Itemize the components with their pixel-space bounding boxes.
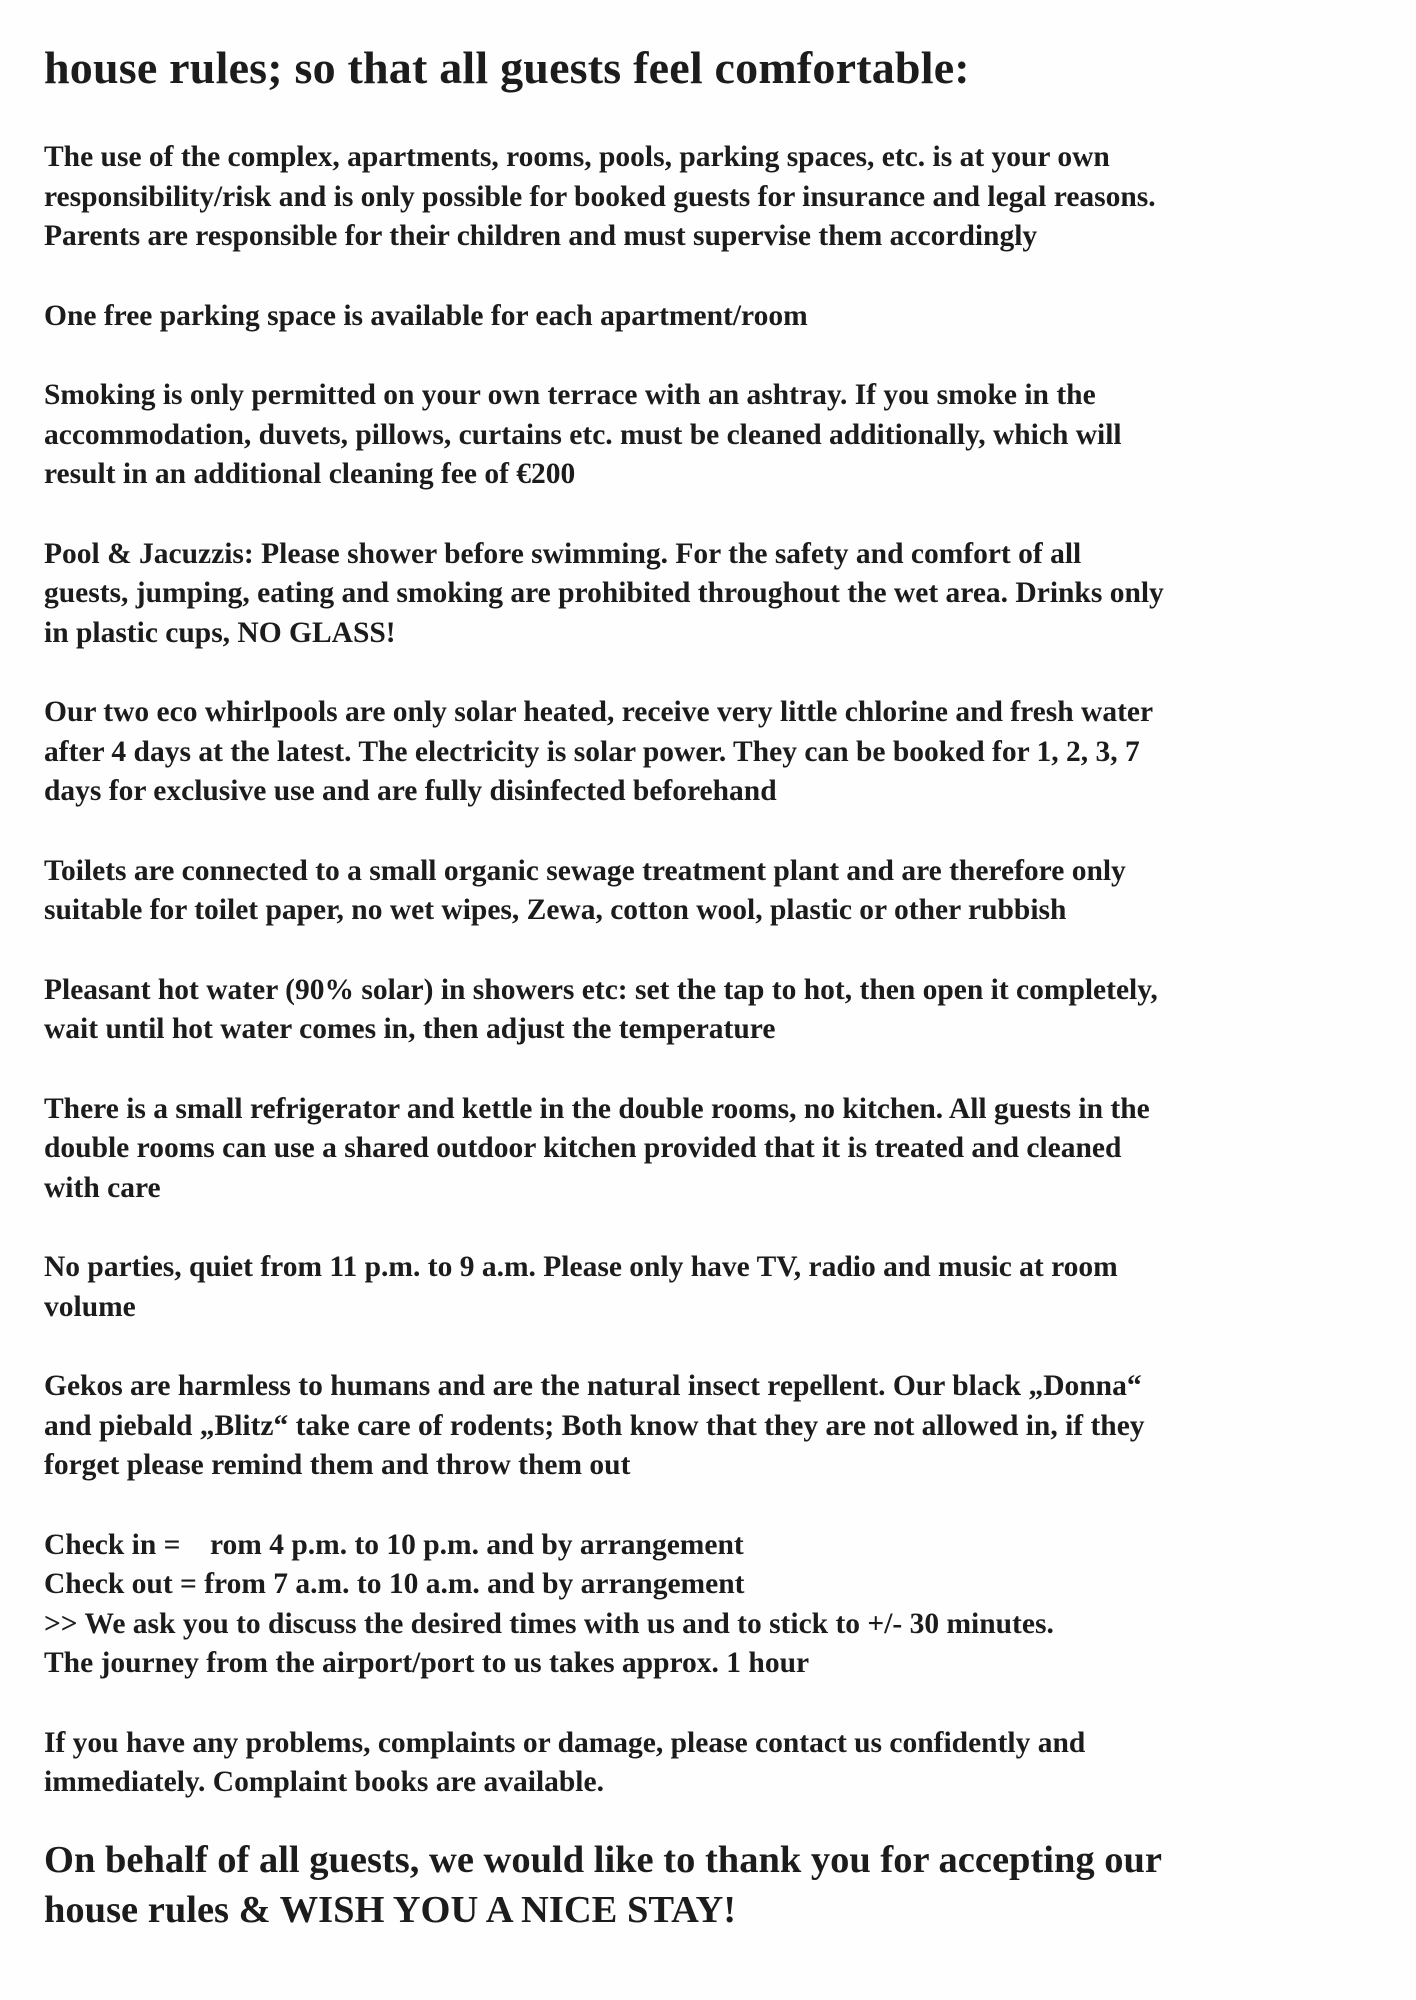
rule-problems: If you have any problems, complaints or damage, please contact us confidently and immediately. Complaint books are available. [44, 1726, 1086, 1798]
rules-list [44, 138, 1394, 1843]
closing-message: On behalf of all guests, we would like to thank you for accepting our house rules & WISH YOU A NICE STAY! [44, 1839, 1163, 1931]
rule-quiet-hours: No parties, quiet from 11 p.m. to 9 a.m. Please only have TV, radio and music at room volume [44, 1251, 1118, 1323]
discuss-times-line: >> We ask you to discuss the desired times with us and to stick to +/- 30 minutes. [44, 1607, 1054, 1640]
rule-smoking: Smoking is only permitted on your own terrace with an ashtray. If you smoke in the accommodation, duvets, pillows, curtains etc. must be cleaned additionally, which will result in an additional cleaning fee of €200 [44, 379, 1122, 490]
rule-liability: The use of the complex, apartments, rooms, pools, parking spaces, etc. is at your own responsibility/risk and is only possible for booked guests for insurance and legal reasons. Parents are responsible for their children and must supervise them accordingly [44, 141, 1156, 252]
check-in-line: Check in = rom 4 p.m. to 10 p.m. and by arrangement [44, 1528, 744, 1561]
checkin-times [44, 1526, 1394, 1684]
journey-line: The journey from the airport/port to us takes approx. 1 hour [44, 1647, 810, 1679]
page-title: house rules; so that all guests feel comfortable: [44, 42, 970, 93]
rule-toilets: Toilets are connected to a small organic sewage treatment plant and are therefore only suitable for toilet paper, no wet wipes, Zewa, cotton wool, plastic or other rubbish [44, 854, 1126, 926]
rule-kitchen: There is a small refrigerator and kettle in the double rooms, no kitchen. All guests in the double rooms can use a shared outdoor kitchen provided that it is treated and cleaned with care [44, 1092, 1150, 1204]
rule-hot-water: Pleasant hot water (90% solar) in showers etc: set the tap to hot, then open it completely, wait until hot water comes in, then adjust the temperature [44, 973, 1158, 1045]
check-out-line: Check out = from 7 a.m. to 10 a.m. and by arrangement [44, 1568, 745, 1600]
rule-parking: One free parking space is available for each apartment/room [44, 299, 808, 332]
rule-whirlpools: Our two eco whirlpools are only solar heated, receive very little chlorine and fresh water after 4 days at the latest. The electricity is solar power. They can be booked for 1, 2, 3, 7 days for exclusive use and are fully disinfected beforehand [44, 696, 1154, 807]
rule-geckos-cats: Gekos are harmless to humans and are the natural insect repellent. Our black „Donna“ and piebald „Blitz“ take care of rodents; Both know that they are not allowed in, if they forget please remind them and throw them out [44, 1370, 1145, 1481]
rule-pool: Pool & Jacuzzis: Please shower before swimming. For the safety and comfort of all guests, jumping, eating and smoking are prohibited throughout the wet area. Drinks only in plastic cups, NO GLASS! [44, 537, 1164, 649]
